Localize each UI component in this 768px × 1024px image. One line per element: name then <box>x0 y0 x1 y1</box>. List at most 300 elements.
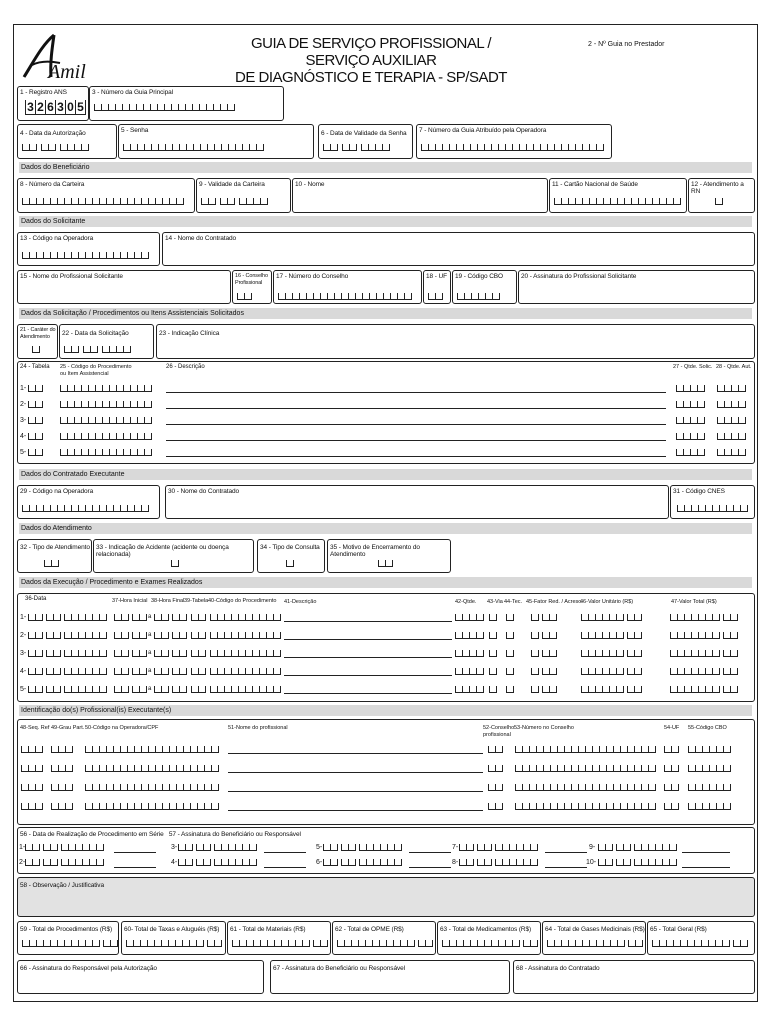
entry-cells[interactable] <box>676 449 705 456</box>
entry-cells[interactable] <box>172 686 187 693</box>
entry-cells[interactable] <box>342 144 357 151</box>
codigo-operadora-box[interactable] <box>17 232 160 266</box>
indicacao-acidente-box[interactable] <box>93 539 254 573</box>
entry-cells[interactable] <box>85 784 219 791</box>
entry-cells[interactable] <box>628 940 643 947</box>
assinatura-beneficiario-box[interactable] <box>270 960 510 994</box>
codigo-cnes-box[interactable] <box>670 485 755 519</box>
entry-cells[interactable] <box>523 940 538 947</box>
ans-digit: 0 <box>65 100 75 115</box>
entry-cells[interactable] <box>28 433 43 440</box>
entry-cells[interactable] <box>459 844 474 851</box>
entry-cells[interactable] <box>85 765 219 772</box>
entry-cells[interactable] <box>337 940 415 947</box>
ans-digit: 6 <box>45 100 55 115</box>
profissional-solicitante-box[interactable] <box>17 270 231 304</box>
entry-cells[interactable] <box>547 940 625 947</box>
entry-cells[interactable] <box>64 614 107 621</box>
entry-cells[interactable] <box>627 668 642 675</box>
entry-cells[interactable] <box>664 784 679 791</box>
cartao-nacional-box[interactable] <box>549 178 687 213</box>
entry-cells[interactable] <box>178 844 193 851</box>
entry-cells[interactable] <box>32 346 40 353</box>
entry-line[interactable] <box>228 772 483 773</box>
row-number: 1- <box>20 614 27 621</box>
entry-cells[interactable] <box>581 632 624 639</box>
motivo-encerramento-box[interactable] <box>327 539 451 573</box>
total-materiais-label: 61 - Total de Materiais (R$) <box>230 926 306 933</box>
entry-cells[interactable] <box>616 844 631 851</box>
entry-cells[interactable] <box>172 632 187 639</box>
entry-cells[interactable] <box>676 433 705 440</box>
entry-line[interactable] <box>264 867 306 868</box>
entry-line[interactable] <box>264 852 306 853</box>
entry-cells[interactable] <box>60 433 152 440</box>
entry-line[interactable] <box>166 440 666 441</box>
entry-cells[interactable] <box>154 686 169 693</box>
entry-cells[interactable] <box>717 385 746 392</box>
entry-line[interactable] <box>409 867 451 868</box>
entry-cells[interactable] <box>210 686 281 693</box>
entry-cells[interactable] <box>542 632 557 639</box>
entry-cells[interactable] <box>232 940 310 947</box>
entry-cells[interactable] <box>28 449 43 456</box>
entry-cells[interactable] <box>359 844 402 851</box>
entry-cells[interactable] <box>489 668 497 675</box>
entry-cells[interactable] <box>132 632 147 639</box>
exec-codigo-operadora-box[interactable] <box>17 485 160 519</box>
total-opme-box[interactable] <box>332 921 436 955</box>
entry-cells[interactable] <box>201 198 216 205</box>
entry-cells[interactable] <box>114 650 129 657</box>
entry-cells[interactable] <box>61 859 104 866</box>
entry-cells[interactable] <box>196 844 211 851</box>
entry-cells[interactable] <box>359 859 402 866</box>
entry-cells[interactable] <box>488 803 503 810</box>
entry-cells[interactable] <box>634 859 677 866</box>
observacao-box[interactable] <box>17 877 755 917</box>
entry-cells[interactable] <box>64 668 107 675</box>
entry-cells[interactable] <box>220 198 235 205</box>
entry-cells[interactable] <box>723 668 738 675</box>
entry-cells[interactable] <box>489 686 497 693</box>
entry-cells[interactable] <box>172 668 187 675</box>
entry-cells[interactable] <box>506 614 514 621</box>
nome-beneficiario-box[interactable] <box>292 178 548 213</box>
entry-cells[interactable] <box>60 385 152 392</box>
total-medicamentos-box[interactable] <box>437 921 541 955</box>
entry-cells[interactable] <box>418 940 433 947</box>
entry-cells[interactable] <box>688 746 731 753</box>
atendimento-rn-checkbox[interactable] <box>715 198 723 205</box>
entry-cells[interactable] <box>670 614 720 621</box>
tipo-consulta-box[interactable] <box>257 539 325 573</box>
uf-box[interactable] <box>423 270 451 304</box>
entry-cells[interactable] <box>581 686 624 693</box>
entry-cells[interactable] <box>495 844 538 851</box>
entry-cells[interactable] <box>323 844 338 851</box>
entry-cells[interactable] <box>196 859 211 866</box>
entry-cells[interactable] <box>286 560 294 567</box>
entry-cells[interactable] <box>455 632 484 639</box>
entry-line[interactable] <box>284 693 452 694</box>
entry-cells[interactable] <box>717 449 746 456</box>
entry-cells[interactable] <box>22 198 184 205</box>
entry-cells[interactable] <box>488 784 503 791</box>
guia-operadora-box[interactable] <box>416 124 612 159</box>
entry-cells[interactable] <box>489 632 497 639</box>
entry-cells[interactable] <box>83 346 98 353</box>
total-geral-box[interactable] <box>647 921 755 955</box>
entry-cells[interactable] <box>46 614 61 621</box>
entry-cells[interactable] <box>43 844 58 851</box>
entry-cells[interactable] <box>278 293 412 300</box>
entry-cells[interactable] <box>598 859 613 866</box>
entry-cells[interactable] <box>515 765 656 772</box>
entry-line[interactable] <box>228 810 483 811</box>
entry-cells[interactable] <box>41 144 56 151</box>
entry-cells[interactable] <box>191 686 206 693</box>
entry-cells[interactable] <box>239 198 268 205</box>
entry-cells[interactable] <box>44 560 59 567</box>
entry-cells[interactable] <box>531 632 539 639</box>
entry-cells[interactable] <box>581 650 624 657</box>
entry-cells[interactable] <box>428 293 443 300</box>
entry-line[interactable] <box>166 392 666 393</box>
entry-cells[interactable] <box>581 668 624 675</box>
entry-cells[interactable] <box>459 859 474 866</box>
entry-cells[interactable] <box>60 144 89 151</box>
section-beneficiario: Dados do Beneficiário <box>19 162 752 173</box>
entry-cells[interactable] <box>28 385 43 392</box>
entry-cells[interactable] <box>717 433 746 440</box>
guia-operadora-label: 7 - Número da Guia Atribuído pela Operadora <box>419 127 547 134</box>
entry-cells[interactable] <box>676 401 705 408</box>
tipo-consulta-label: 34 - Tipo de Consulta <box>260 544 320 551</box>
entry-cells[interactable] <box>506 632 514 639</box>
codigo-operadora-label: 13 - Código na Operadora <box>20 235 94 242</box>
entry-cells[interactable] <box>688 803 731 810</box>
entry-cells[interactable] <box>25 844 40 851</box>
entry-cells[interactable] <box>210 614 281 621</box>
entry-cells[interactable] <box>677 505 748 512</box>
entry-cells[interactable] <box>132 668 147 675</box>
entry-cells[interactable] <box>688 784 731 791</box>
entry-cells[interactable] <box>191 632 206 639</box>
entry-cells[interactable] <box>46 632 61 639</box>
entry-cells[interactable] <box>178 859 193 866</box>
nome-contratado-box[interactable] <box>162 232 755 266</box>
entry-line[interactable] <box>284 639 452 640</box>
total-gases-box[interactable] <box>542 921 646 955</box>
atendimento-rn-box[interactable] <box>688 178 755 213</box>
entry-cells[interactable] <box>21 784 43 791</box>
entry-cells[interactable] <box>51 803 73 810</box>
entry-cells[interactable] <box>237 293 252 300</box>
entry-line[interactable] <box>284 621 452 622</box>
time-separator: a <box>148 668 152 674</box>
entry-cells[interactable] <box>64 632 107 639</box>
entry-cells[interactable] <box>103 940 118 947</box>
entry-cells[interactable] <box>495 859 538 866</box>
entry-cells[interactable] <box>43 859 58 866</box>
entry-cells[interactable] <box>123 144 264 151</box>
entry-line[interactable] <box>409 852 451 853</box>
entry-line[interactable] <box>545 852 587 853</box>
entry-cells[interactable] <box>171 560 179 567</box>
entry-cells[interactable] <box>542 614 557 621</box>
entry-cells[interactable] <box>64 686 107 693</box>
entry-cells[interactable] <box>531 614 539 621</box>
entry-cells[interactable] <box>28 668 43 675</box>
entry-cells[interactable] <box>542 686 557 693</box>
entry-line[interactable] <box>228 791 483 792</box>
entry-cells[interactable] <box>46 686 61 693</box>
entry-cells[interactable] <box>132 650 147 657</box>
entry-cells[interactable] <box>542 650 557 657</box>
time-separator: a <box>148 614 152 620</box>
entry-cells[interactable] <box>126 940 204 947</box>
row-number: 4- <box>20 433 27 440</box>
validade-carteira-box[interactable] <box>196 178 291 213</box>
entry-cells[interactable] <box>531 668 539 675</box>
numero-carteira-box[interactable] <box>17 178 195 213</box>
entry-cells[interactable] <box>214 859 257 866</box>
entry-cells[interactable] <box>21 746 43 753</box>
entry-cells[interactable] <box>627 650 642 657</box>
entry-line[interactable] <box>682 852 730 853</box>
entry-cells[interactable] <box>506 650 514 657</box>
entry-line[interactable] <box>166 424 666 425</box>
entry-line[interactable] <box>682 867 730 868</box>
total-procedimentos-box[interactable] <box>17 921 119 955</box>
entry-cells[interactable] <box>506 668 514 675</box>
entry-cells[interactable] <box>634 844 677 851</box>
entry-cells[interactable] <box>191 650 206 657</box>
entry-cells[interactable] <box>191 668 206 675</box>
entry-cells[interactable] <box>154 614 169 621</box>
entry-cells[interactable] <box>455 614 484 621</box>
entry-cells[interactable] <box>28 632 43 639</box>
entry-cells[interactable] <box>515 803 656 810</box>
entry-cells[interactable] <box>154 632 169 639</box>
entry-cells[interactable] <box>488 746 503 753</box>
serie-number: 9- <box>589 844 596 851</box>
entry-cells[interactable] <box>51 746 73 753</box>
total-materiais-box[interactable] <box>227 921 331 955</box>
entry-cells[interactable] <box>114 632 129 639</box>
entry-cells[interactable] <box>723 650 738 657</box>
entry-cells[interactable] <box>114 686 129 693</box>
numero-conselho-box[interactable] <box>273 270 422 304</box>
entry-line[interactable] <box>284 675 452 676</box>
entry-cells[interactable] <box>442 940 520 947</box>
validade-senha-box[interactable] <box>318 124 413 159</box>
entry-cells[interactable] <box>717 417 746 424</box>
entry-cells[interactable] <box>172 614 187 621</box>
entry-cells[interactable] <box>627 686 642 693</box>
carater-atendimento-box[interactable] <box>17 324 58 359</box>
entry-cells[interactable] <box>581 614 624 621</box>
entry-cells[interactable] <box>60 449 152 456</box>
nome-contratado-label: 14 - Nome do Contratado <box>165 235 237 242</box>
entry-cells[interactable] <box>670 632 720 639</box>
entry-line[interactable] <box>284 657 452 658</box>
entry-cells[interactable] <box>670 686 720 693</box>
entry-cells[interactable] <box>28 614 43 621</box>
entry-cells[interactable] <box>51 765 73 772</box>
entry-cells[interactable] <box>341 844 356 851</box>
entry-cells[interactable] <box>22 505 149 512</box>
entry-cells[interactable] <box>132 686 147 693</box>
tec-col-label: 44-Tec. <box>504 599 523 605</box>
entry-cells[interactable] <box>489 650 497 657</box>
indicacao-clinica-box[interactable] <box>156 324 755 359</box>
entry-cells[interactable] <box>670 668 720 675</box>
entry-cells[interactable] <box>733 940 748 947</box>
entry-cells[interactable] <box>85 746 219 753</box>
entry-line[interactable] <box>545 867 587 868</box>
fator-col-label: 45-Fator Red. / Acresc. <box>526 599 583 605</box>
assinatura-solicitante-box[interactable] <box>518 270 755 304</box>
entry-cells[interactable] <box>664 765 679 772</box>
entry-line[interactable] <box>166 456 666 457</box>
entry-line[interactable] <box>166 408 666 409</box>
entry-cells[interactable] <box>64 346 79 353</box>
entry-cells[interactable] <box>21 765 43 772</box>
entry-cells[interactable] <box>114 668 129 675</box>
entry-cells[interactable] <box>652 940 730 947</box>
form-title <box>221 35 521 86</box>
guia-principal-cells[interactable] <box>94 104 235 111</box>
entry-cells[interactable] <box>210 650 281 657</box>
entry-cells[interactable] <box>85 803 219 810</box>
senha-box[interactable] <box>118 124 314 159</box>
entry-cells[interactable] <box>489 614 497 621</box>
entry-cells[interactable] <box>723 686 738 693</box>
entry-cells[interactable] <box>21 803 43 810</box>
guia-principal-box[interactable] <box>89 86 284 121</box>
entry-cells[interactable] <box>531 686 539 693</box>
entry-cells[interactable] <box>207 940 222 947</box>
entry-cells[interactable] <box>210 632 281 639</box>
entry-cells[interactable] <box>531 650 539 657</box>
entry-cells[interactable] <box>421 144 604 151</box>
entry-cells[interactable] <box>60 417 152 424</box>
entry-cells[interactable] <box>46 668 61 675</box>
row-number: 4- <box>20 668 27 675</box>
entry-cells[interactable] <box>22 144 37 151</box>
entry-cells[interactable] <box>323 859 338 866</box>
data-solicitacao-box[interactable] <box>59 324 154 359</box>
validade-senha-label: 6 - Data de Validade da Senha <box>321 130 407 137</box>
entry-line[interactable] <box>114 867 156 868</box>
entry-cells[interactable] <box>457 293 500 300</box>
entry-cells[interactable] <box>488 765 503 772</box>
entry-cells[interactable] <box>172 650 187 657</box>
codigo-cbo-box[interactable] <box>452 270 517 304</box>
entry-cells[interactable] <box>670 650 720 657</box>
assinatura-autorizacao-box[interactable] <box>17 960 264 994</box>
guia-principal-label: 3 - Número da Guia Principal <box>92 89 174 96</box>
entry-cells[interactable] <box>154 668 169 675</box>
total-geral-label: 65 - Total Geral (R$) <box>650 926 707 933</box>
entry-cells[interactable] <box>214 844 257 851</box>
entry-cells[interactable] <box>28 401 43 408</box>
exec-nome-contratado-box[interactable] <box>165 485 669 519</box>
entry-cells[interactable] <box>114 614 129 621</box>
time-separator: a <box>148 632 152 638</box>
entry-cells[interactable] <box>477 844 492 851</box>
entry-cells[interactable] <box>506 686 514 693</box>
entry-cells[interactable] <box>723 632 738 639</box>
entry-cells[interactable] <box>25 859 40 866</box>
entry-cells[interactable] <box>455 650 484 657</box>
entry-cells[interactable] <box>341 859 356 866</box>
entry-cells[interactable] <box>676 385 705 392</box>
entry-cells[interactable] <box>102 346 131 353</box>
entry-cells[interactable] <box>22 252 149 259</box>
entry-cells[interactable] <box>28 417 43 424</box>
conselho-profissional-box[interactable] <box>232 270 272 304</box>
entry-cells[interactable] <box>676 417 705 424</box>
entry-cells[interactable] <box>515 784 656 791</box>
entry-cells[interactable] <box>664 746 679 753</box>
entry-cells[interactable] <box>616 859 631 866</box>
entry-cells[interactable] <box>455 668 484 675</box>
entry-cells[interactable] <box>191 614 206 621</box>
entry-cells[interactable] <box>515 746 656 753</box>
entry-cells[interactable] <box>627 632 642 639</box>
serie-number: 1- <box>19 844 26 851</box>
assinatura-contratado-box[interactable] <box>513 960 755 994</box>
entry-cells[interactable] <box>154 650 169 657</box>
entry-cells[interactable] <box>554 198 681 205</box>
entry-cells[interactable] <box>361 144 390 151</box>
entry-cells[interactable] <box>51 784 73 791</box>
entry-cells[interactable] <box>627 614 642 621</box>
entry-cells[interactable] <box>61 844 104 851</box>
entry-cells[interactable] <box>28 686 43 693</box>
entry-cells[interactable] <box>64 650 107 657</box>
entry-cells[interactable] <box>477 859 492 866</box>
entry-line[interactable] <box>114 852 156 853</box>
entry-cells[interactable] <box>688 765 731 772</box>
entry-cells[interactable] <box>598 844 613 851</box>
entry-cells[interactable] <box>455 686 484 693</box>
entry-cells[interactable] <box>60 401 152 408</box>
entry-cells[interactable] <box>28 650 43 657</box>
entry-cells[interactable] <box>22 940 100 947</box>
entry-cells[interactable] <box>210 668 281 675</box>
entry-line[interactable] <box>228 753 483 754</box>
entry-cells[interactable] <box>46 650 61 657</box>
entry-cells[interactable] <box>323 144 338 151</box>
entry-cells[interactable] <box>723 614 738 621</box>
carater-atendimento-label: 21 - Caráter do Atendimento <box>20 327 56 340</box>
entry-cells[interactable] <box>378 560 393 567</box>
motivo-encerramento-label: 35 - Motivo de Encerramento do Atendimento <box>330 544 420 558</box>
entry-cells[interactable] <box>132 614 147 621</box>
entry-cells[interactable] <box>717 401 746 408</box>
exec-nome-contratado-label: 30 - Nome do Contratado <box>168 488 240 495</box>
tipo-atendimento-box[interactable] <box>17 539 92 573</box>
entry-cells[interactable] <box>313 940 328 947</box>
entry-cells[interactable] <box>542 668 557 675</box>
data-autorizacao-box[interactable] <box>17 124 117 159</box>
entry-cells[interactable] <box>664 803 679 810</box>
total-taxas-box[interactable] <box>121 921 226 955</box>
